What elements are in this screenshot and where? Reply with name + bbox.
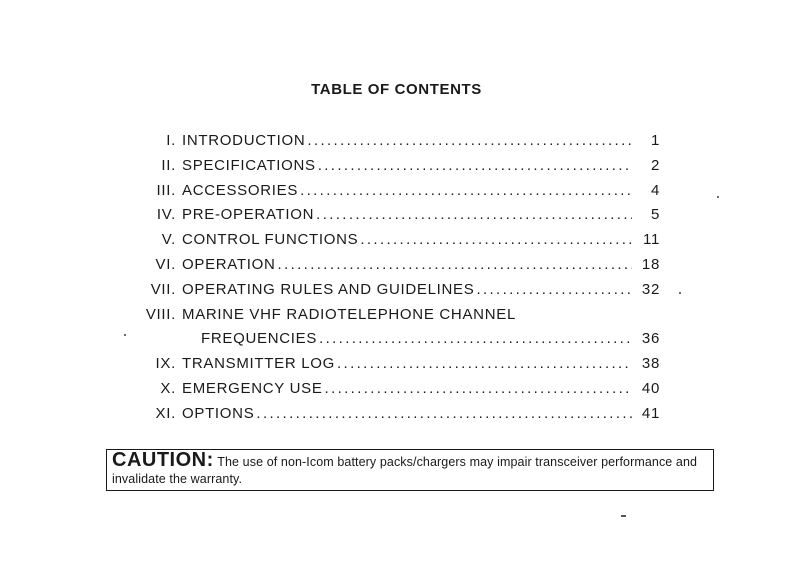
toc-entry-page: 36 [641,330,660,348]
toc-entry-marine-vhf[interactable] [120,303,660,328]
toc-entry-number: IV. [156,206,176,224]
toc-entry-number: X. [160,379,176,397]
toc-entry-number: XI. [155,404,176,422]
scan-speck [621,515,626,517]
toc-entry-title: OPERATION [182,255,276,273]
toc-entry-transmitter-log[interactable] [120,352,660,377]
toc-entry-title: INTRODUCTION [182,132,306,149]
dot-leader [307,129,632,153]
dot-leader [476,278,632,302]
toc-entry-specifications[interactable] [120,154,660,179]
dot-leader [325,377,632,401]
toc-entry-page: 40 [641,379,660,397]
toc-entry-title: MARINE VHF RADIOTELEPHONE CHANNEL [182,305,516,323]
toc-entry-page: 5 [650,206,660,224]
toc-entry-title: FREQUENCIES [201,330,318,348]
toc-entry-title: CONTROL FUNCTIONS [182,231,359,249]
dot-leader [278,253,632,277]
caution-text: The use of non-Icom battery packs/chargers may impair transceiver performance and invalidate the warranty. [112,455,698,486]
caution-label: CAUTION: [112,449,214,471]
dot-leader [256,402,632,426]
dot-leader [337,352,632,376]
toc-entry-title: ACCESSORIES [182,181,299,199]
toc-entry-number: IX. [155,355,176,373]
toc-entry-page: 2 [650,156,660,174]
toc-entry-page: 38 [641,355,660,373]
toc-entry-options[interactable] [120,402,660,427]
toc-entry-number: II. [161,156,176,174]
toc-entry-control-functions[interactable] [120,228,660,253]
dot-leader [318,154,632,178]
toc-entry-number: VI. [155,255,176,273]
scan-speck [717,196,719,198]
toc-entry-page: 41 [641,404,660,422]
toc-entry-operating-rules[interactable] [120,278,660,303]
scan-speck [124,334,126,336]
toc-entry-operation[interactable] [120,253,660,278]
toc-entry-pre-operation[interactable] [120,203,660,228]
dot-leader [300,179,632,203]
toc-entry-title: SPECIFICATIONS [182,156,316,174]
toc-entry-page: 18 [641,255,660,273]
dot-leader [319,327,632,351]
toc-entry-page: 1 [650,132,660,149]
caution-notice [106,449,714,491]
toc-entry-number: V. [161,231,176,249]
toc-entry-number: I. [166,132,176,149]
toc-entry-emergency-use[interactable] [120,377,660,402]
toc-entry-introduction[interactable] [120,129,660,154]
toc-entry-title: TRANSMITTER LOG [182,355,336,373]
toc-entry-title: PRE-OPERATION [182,206,315,224]
toc-entry-frequencies[interactable] [120,327,660,352]
toc-entry-page: 11 [643,231,660,249]
table-of-contents [120,129,660,427]
toc-entry-accessories[interactable] [120,179,660,204]
toc-entry-number: VIII. [145,305,176,323]
toc-entry-title: OPTIONS [182,404,255,422]
toc-entry-page: 32 [641,280,660,298]
dot-leader [316,203,632,227]
dot-leader [360,228,632,252]
scan-speck [679,292,681,294]
toc-entry-title: EMERGENCY USE [182,379,323,397]
toc-entry-number: VII. [150,280,176,298]
toc-entry-number: III. [156,181,176,199]
toc-entry-page: 4 [650,181,660,199]
toc-entry-title: OPERATING RULES AND GUIDELINES [182,280,475,298]
page-title: TABLE OF CONTENTS [311,81,482,98]
